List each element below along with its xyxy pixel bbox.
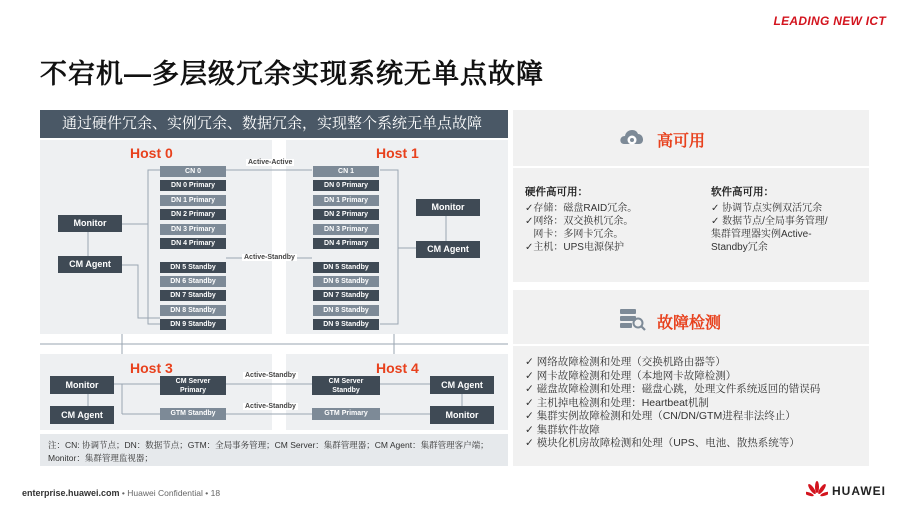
huawei-logo: HUAWEI	[832, 484, 886, 498]
host3-cm-agent: CM Agent	[50, 406, 114, 424]
active-standby-label: Active-Standby	[244, 254, 295, 261]
hw-ha-item: ✓存储：磁盘RAID冗余。	[525, 203, 638, 214]
fault-item: ✓ 模块化机房故障检测和处理（UPS、电池、散热系统等）	[525, 437, 800, 449]
fault-panel	[513, 290, 869, 466]
host0-node: DN 4 Primary	[160, 238, 226, 249]
host0-label: Host 0	[130, 145, 173, 161]
fault-item: ✓ 主机掉电检测和处理：Heartbeat机制	[525, 396, 709, 409]
host0-node: DN 0 Primary	[160, 180, 226, 191]
host0-node: DN 9 Standby	[160, 319, 226, 330]
footer-site: enterprise.huawei.com	[22, 488, 120, 498]
sw-ha-item: Standby冗余	[711, 242, 768, 253]
fault-item: ✓ 网卡故障检测和处理（本地网卡故障检测）	[525, 369, 737, 382]
host0-node: CN 0	[160, 166, 226, 177]
brand-slogan: LEADING NEW ICT	[773, 14, 886, 28]
host1-node: DN 4 Primary	[313, 238, 379, 249]
host1-node: DN 9 Standby	[313, 319, 379, 330]
huawei-petal-icon	[806, 480, 828, 500]
host0-node: DN 3 Primary	[160, 224, 226, 235]
sw-ha-item: 集群管理器实例Active-	[711, 229, 812, 240]
host1-monitor: Monitor	[416, 199, 480, 216]
active-standby-label-gtm: Active-Standby	[245, 403, 296, 410]
gtm-primary: GTM Primary	[312, 408, 380, 420]
host1-node: DN 5 Standby	[313, 262, 379, 273]
fault-item: ✓ 集群实例故障检测和处理（CN/DN/GTM进程非法终止）	[525, 410, 796, 422]
active-standby-label-cm: Active-Standby	[245, 372, 296, 379]
fault-item: ✓ 网络故障检测和处理（交换机路由器等）	[525, 356, 726, 368]
server-search-icon	[617, 306, 647, 332]
host0-node: DN 2 Primary	[160, 209, 226, 220]
fault-item: ✓ 集群软件故障	[525, 423, 600, 436]
host1-node: DN 1 Primary	[313, 195, 379, 206]
hw-ha-item: ✓主机：UPS电源保护	[525, 242, 624, 253]
host1-node: DN 7 Standby	[313, 290, 379, 301]
host1-node: DN 6 Standby	[313, 276, 379, 287]
active-active-label: Active-Active	[248, 159, 293, 166]
sw-ha-item: ✓ 协调节点实例双活冗余	[711, 203, 823, 214]
cloud-gear-icon	[617, 124, 647, 150]
host1-node: DN 0 Primary	[313, 180, 379, 191]
host0-monitor: Monitor	[58, 215, 122, 232]
cm-server-primary: CM Server Primary	[160, 376, 226, 395]
gtm-standby: GTM Standby	[160, 408, 226, 420]
ha-divider	[513, 166, 869, 168]
host1-label: Host 1	[376, 145, 419, 161]
ha-panel	[513, 110, 869, 282]
host3-monitor: Monitor	[50, 376, 114, 394]
footer-page-number: 18	[210, 488, 221, 498]
fault-list	[525, 356, 820, 451]
host4-label: Host 4	[376, 360, 419, 376]
host1-cm-agent: CM Agent	[416, 241, 480, 258]
host1-node: CN 1	[313, 166, 379, 177]
hw-ha-heading: 硬件高可用：	[525, 186, 588, 198]
footer-dot: •	[205, 488, 211, 498]
footer	[22, 488, 220, 498]
hw-ha-item: 网卡：多网卡冗余。	[525, 229, 624, 240]
footer-confidential: Huawei Confidential	[127, 488, 203, 498]
host4-cm-agent: CM Agent	[430, 376, 494, 394]
host4-monitor: Monitor	[430, 406, 494, 424]
diagram-banner: 通过硬件冗余、实例冗余、数据冗余，实现整个系统无单点故障	[40, 110, 508, 138]
host0-node: DN 6 Standby	[160, 276, 226, 287]
host1-node: DN 3 Primary	[313, 224, 379, 235]
host1-node: DN 2 Primary	[313, 209, 379, 220]
ha-title: 高可用	[657, 133, 706, 150]
fault-title: 故障检测	[657, 315, 722, 332]
footer-dot: •	[121, 488, 128, 498]
cm-server-standby: CM Server Standby	[312, 376, 380, 395]
diagram-note: 注：CN: 协调节点；DN：数据节点；GTM：全局事务管理；CM Server：集群管理器；CM Agent：集群管理客户端；Monitor：集群管理监视器；	[40, 434, 508, 466]
host0-node: DN 8 Standby	[160, 305, 226, 316]
host0-cm-agent: CM Agent	[58, 256, 122, 273]
host0-node: DN 5 Standby	[160, 262, 226, 273]
sw-ha-item: ✓ 数据节点/全局事务管理/	[711, 216, 828, 227]
host0-node: DN 7 Standby	[160, 290, 226, 301]
sw-ha-heading: 软件高可用：	[711, 186, 774, 198]
page-title: 不宕机—多层级冗余实现系统无单点故障	[40, 59, 544, 89]
fault-divider	[513, 344, 869, 346]
host3-label: Host 3	[130, 360, 173, 376]
hw-ha-item: ✓网络：双交换机冗余。	[525, 216, 634, 227]
sw-ha-list	[711, 202, 828, 254]
host1-node: DN 8 Standby	[313, 305, 379, 316]
hw-ha-list	[525, 202, 637, 254]
host0-node: DN 1 Primary	[160, 195, 226, 206]
fault-item: ✓ 磁盘故障检测和处理：磁盘心跳，处理文件系统返回的错误码	[525, 383, 821, 395]
